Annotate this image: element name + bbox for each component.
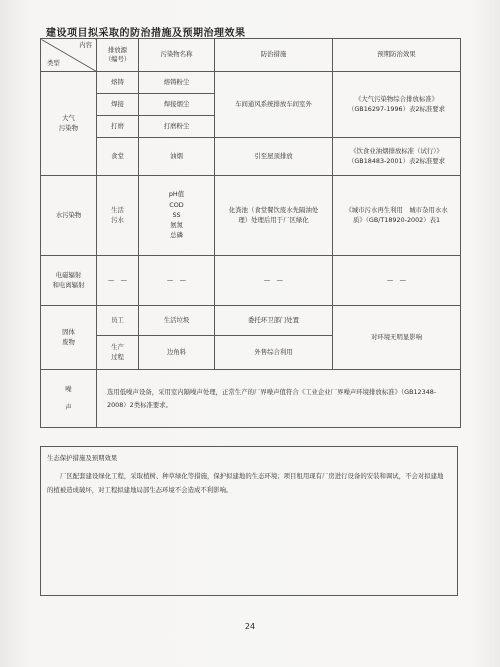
air-source-1: 熔铸 [97, 72, 139, 94]
air-pollutant-2: 焊接烟尘 [139, 94, 215, 116]
header-source: 排放源 （编号） [97, 39, 139, 72]
air-source-2: 焊接 [97, 94, 139, 116]
type-water: 水污染物 [41, 176, 97, 256]
eco-text: 厂区配套建设绿化工程，采取植树、种草绿化等措施，保护拟建地的生态环境；项目租用现有厂房进行设备的安装和调试，不会对拟建地的植被造成破坏，对工程拟建地局部生态环境不会造成不利影响。 [47, 472, 444, 495]
header-measure: 防治措施 [215, 39, 333, 72]
header-corner-cell [41, 39, 97, 72]
solid-source-1: 员工 [97, 306, 139, 336]
emr-pollutant: — — [139, 256, 215, 306]
eco-heading: 生态保护措施及预期效果 [47, 454, 118, 462]
type-noise: 噪 声 [41, 370, 97, 428]
water-pollutant-item: 总磷 [170, 231, 183, 240]
solid-source-2: 生产 过程 [97, 336, 139, 370]
air-measure: 车间通风系统排放车间室外 [215, 72, 333, 138]
table-row [41, 306, 461, 336]
solid-measure-1: 委托环卫部门处置 [215, 306, 333, 336]
water-source: 生活 污水 [97, 176, 139, 256]
table-row [41, 370, 461, 428]
header-corner-top: 内容 [79, 41, 92, 49]
solid-pollutant-2: 边角料 [139, 336, 215, 370]
emr-source: — — [97, 256, 139, 306]
solid-pollutant-1: 生活垃圾 [139, 306, 215, 336]
water-pollutants [139, 176, 215, 256]
type-emr: 电磁辐射 和电离辐射 [41, 256, 97, 306]
section-title: 建设项目拟采取的防治措施及预期治理效果 [46, 28, 246, 39]
page-number: 24 [244, 622, 256, 631]
canteen-effect: 《饮食业油烟排放标准（试行）》（GB18483-2001）表2标准要求 [333, 138, 461, 176]
air-pollutant-3: 打磨粉尘 [139, 116, 215, 138]
air-effect: 《大气污染物综合排放标准》（GB16297-1996）表2标准要求 [333, 72, 461, 138]
water-pollutant-item: 氨氮 [170, 221, 183, 230]
table-header-row [41, 39, 461, 72]
header-corner-bottom: 类型 [47, 58, 60, 67]
air-source-3: 打磨 [97, 116, 139, 138]
header-effect: 预期防治效果 [333, 39, 461, 72]
solid-measure-2: 外售综合利用 [215, 336, 333, 370]
solid-effect: 对环境无明显影响 [333, 306, 461, 370]
table-row [41, 176, 461, 256]
noise-text: 选用低噪声设备，采用室内隔噪声处理，正常生产的厂界噪声值符合《工业企业厂界噪声环境排放标准》（GB12348-2008）2类标准要求。 [97, 370, 461, 428]
type-solid: 固体 废物 [41, 306, 97, 370]
table-row [41, 256, 461, 306]
header-pollutant: 污染物名称 [139, 39, 215, 72]
emr-measure: — — [215, 256, 333, 306]
air-pollutant-1: 熔铸粉尘 [139, 72, 215, 94]
water-pollutant-item: pH值 [168, 190, 185, 199]
table-row [41, 138, 461, 176]
canteen-source: 食堂 [97, 138, 139, 176]
water-pollutant-item: COD [169, 200, 184, 209]
table-row [41, 72, 461, 94]
canteen-pollutant: 油烟 [139, 138, 215, 176]
type-air: 大气 污染物 [41, 72, 97, 176]
canteen-measure: 引至屋顶排放 [215, 138, 333, 176]
eco-protection-box [40, 446, 458, 596]
emr-effect: — — [333, 256, 461, 306]
water-measure: 化粪池（食堂餐饮废水先隔油处理）处理后用于厂区绿化 [215, 176, 333, 256]
water-pollutant-item: SS [172, 210, 181, 219]
water-effect: 《城市污水再生利用 城市杂用水水质》（GB/T18920-2002）表1 [333, 176, 461, 256]
pollution-control-table [40, 38, 461, 428]
